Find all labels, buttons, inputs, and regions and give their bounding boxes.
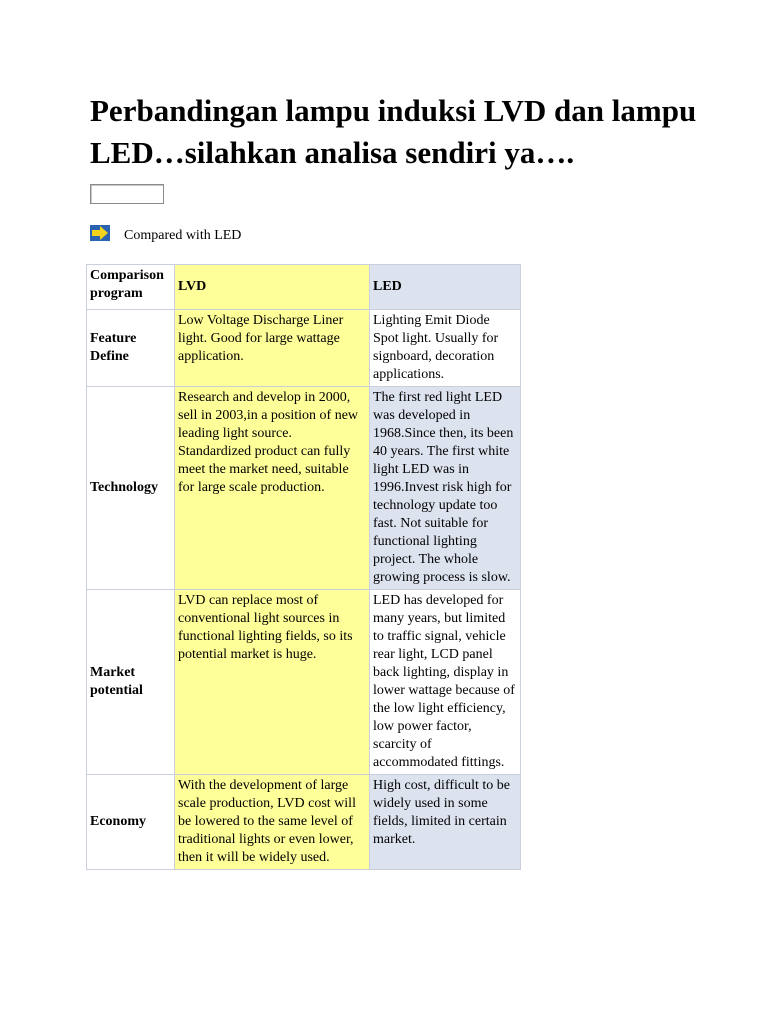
row-label: Market potential: [87, 590, 175, 775]
page-title: Perbandingan lampu induksi LVD dan lampu LED…silahkan analisa sendiri ya….: [90, 93, 697, 170]
subheading: Compared with LED: [124, 228, 242, 243]
led-cell: High cost, difficult to be widely used in some fields, limited in certain market.: [370, 775, 520, 869]
lvd-cell: Low Voltage Discharge Liner light. Good for large wattage application.: [175, 310, 370, 387]
lvd-cell: LVD can replace most of conventional light sources in functional lighting fields, so its potential market is huge.: [175, 590, 370, 775]
table-row: [87, 775, 520, 869]
comparison-table: [86, 264, 521, 870]
lvd-cell: Research and develop in 2000, sell in 2003,in a position of new leading light source. Standardized product can fully meet the market need, suitable for large scale production.: [175, 387, 370, 590]
table-row: [87, 387, 520, 590]
lvd-cell: With the development of large scale production, LVD cost will be lowered to the same level of traditional lights or even lower, then it will be widely used.: [175, 775, 370, 869]
header-lvd: LVD: [175, 265, 370, 310]
table-row: [87, 590, 520, 775]
led-cell: LED has developed for many years, but limited to traffic signal, vehicle rear light, LCD panel back lighting, display in lower wattage because of the low light efficiency, low power factor, scarcity of accommodated fittings.: [370, 590, 520, 775]
header-led: LED: [370, 265, 520, 310]
table-row: [87, 310, 520, 387]
row-label: Feature Define: [87, 310, 175, 387]
table-header-row: [87, 265, 520, 310]
arrow-right-icon: [90, 225, 110, 241]
header-comparison-program: Comparison program: [87, 265, 175, 310]
led-cell: The first red light LED was developed in 1968.Since then, its been 40 years. The first white light LED was in 1996.Invest risk high for technology update too fast. Not suitable for functional lighting project. The whole growing process is slow.: [370, 387, 520, 590]
led-cell: Lighting Emit Diode Spot light. Usually for signboard, decoration applications.: [370, 310, 520, 387]
blank-input-field[interactable]: [90, 184, 164, 204]
row-label: Economy: [87, 775, 175, 869]
row-label: Technology: [87, 387, 175, 590]
